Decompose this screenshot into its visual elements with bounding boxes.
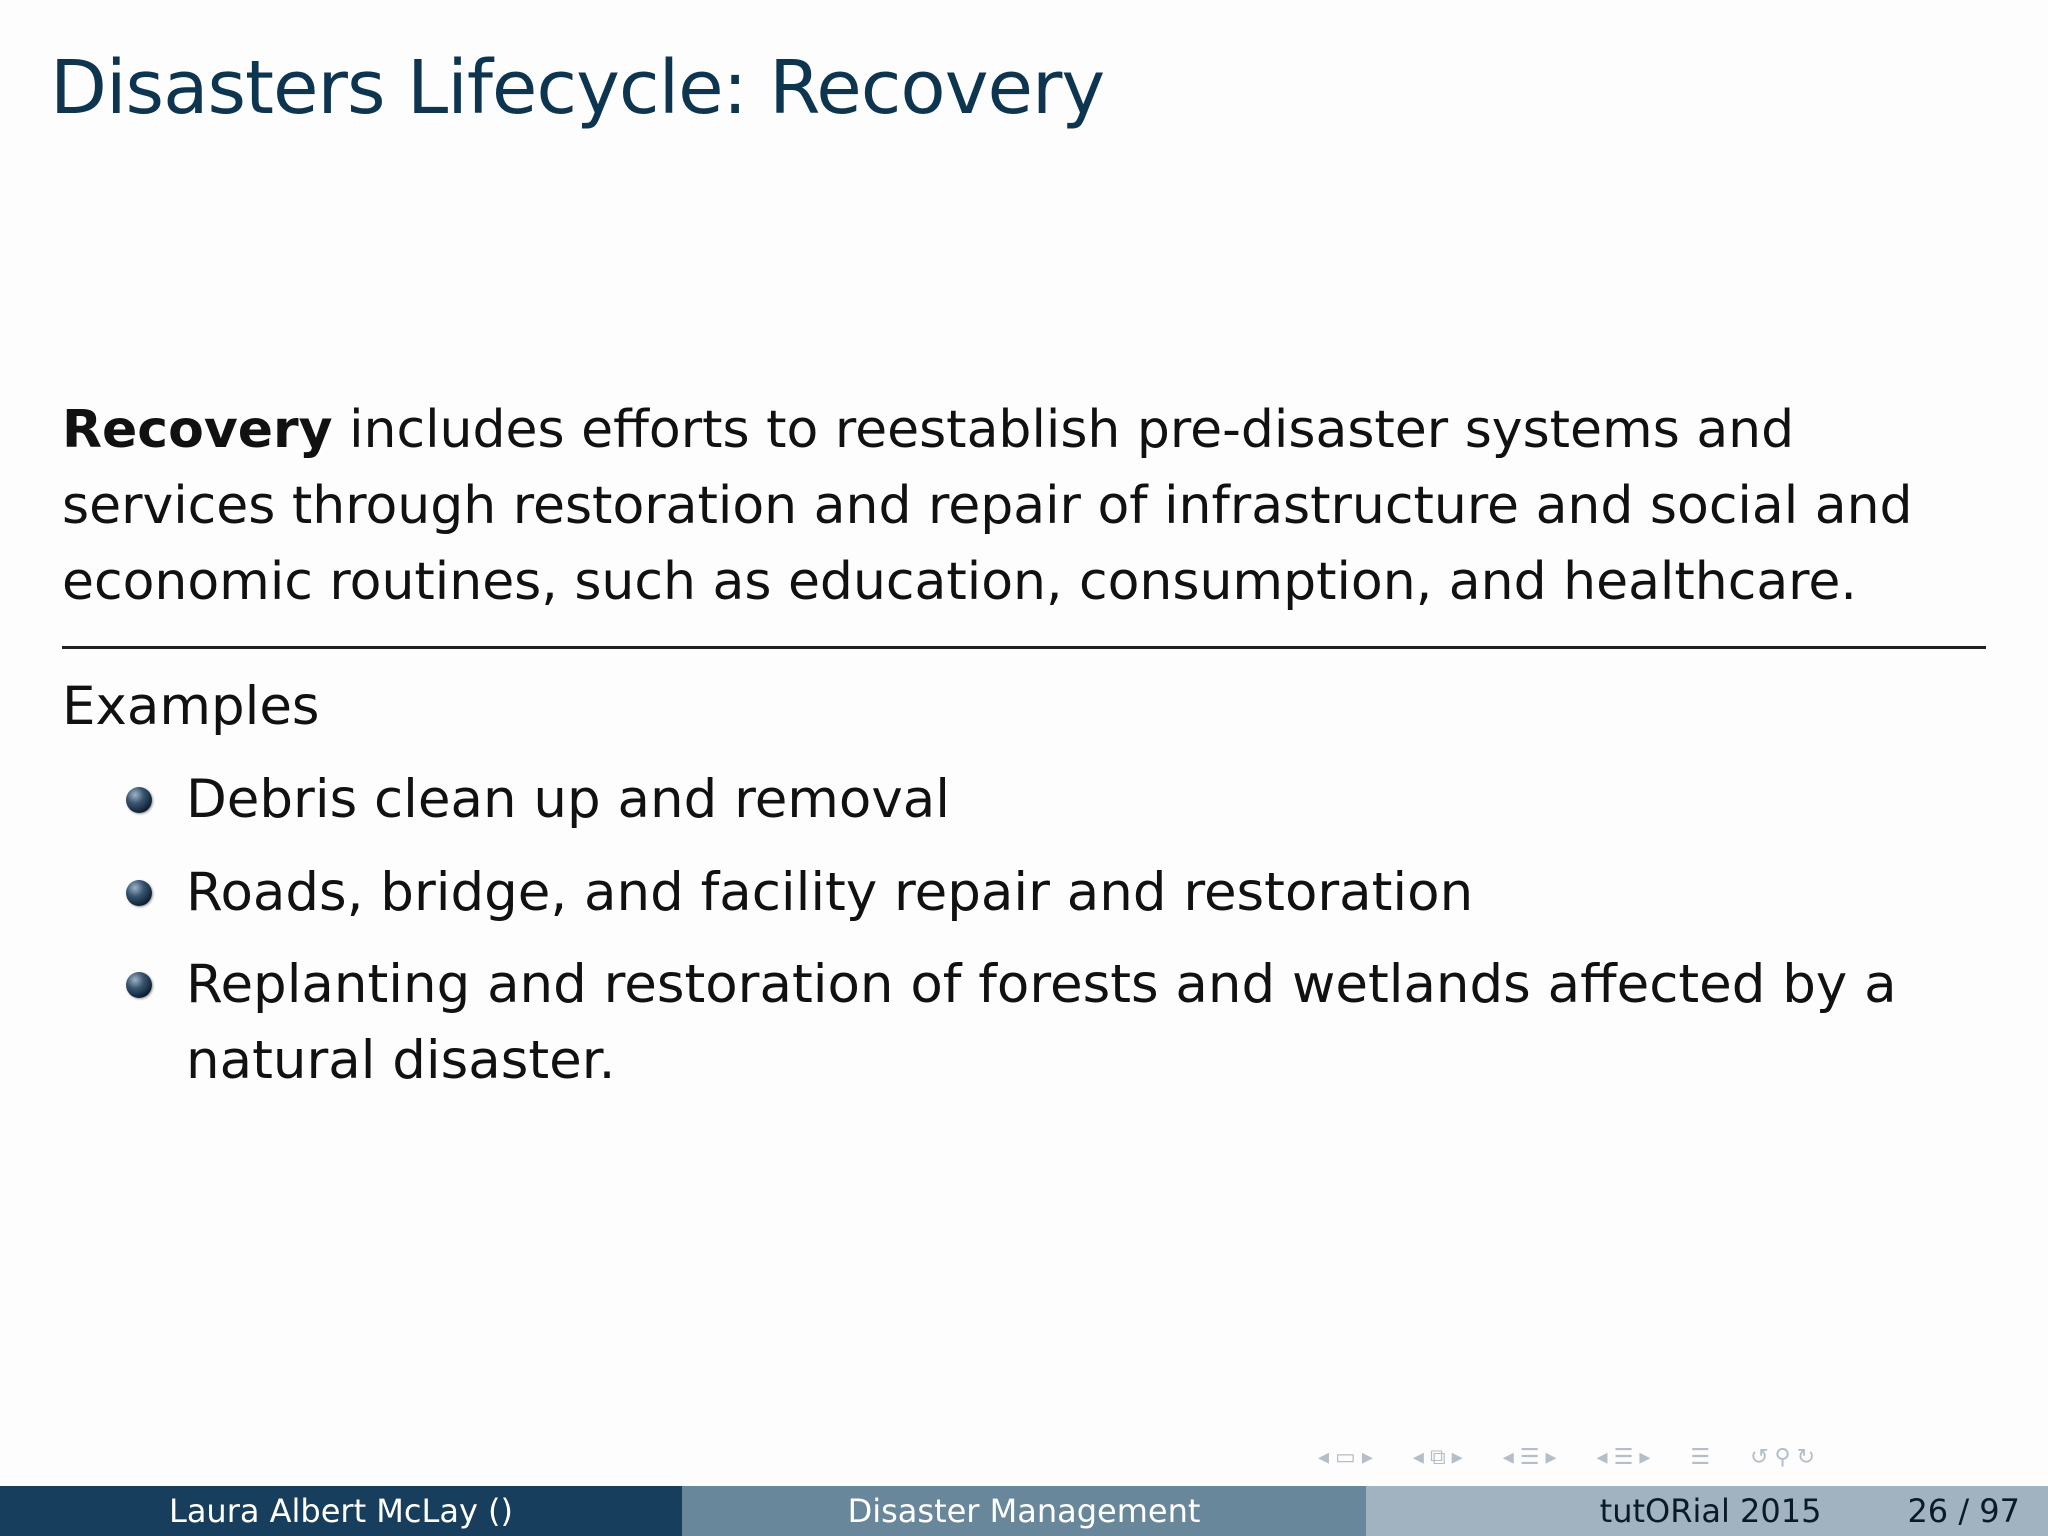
list-item: Debris clean up and removal [186,769,950,830]
subsection-icon[interactable]: ⧉ [1429,1444,1446,1470]
prev-arrow-icon[interactable]: ◂ [1596,1444,1608,1470]
conference-label: tutORial 2015 [1599,1492,1822,1530]
undo-icon[interactable]: ↺ [1750,1444,1769,1470]
definition-text: includes efforts to reestablish pre-disaster systems and services through restoration and repair of infrastructure and social and economic routines, such as education, consumption, and healthcare. [62,400,1913,612]
list-item: Replanting and restoration of forests and wetlands affected by a natural disaster. [186,954,1897,1091]
next-arrow-icon[interactable]: ▸ [1361,1444,1373,1470]
next-arrow-icon[interactable]: ▸ [1545,1444,1557,1470]
list-item: Roads, bridge, and facility repair and restoration [186,862,1474,923]
author-label: Laura Albert McLay () [168,1492,514,1530]
next-arrow-icon[interactable]: ▸ [1451,1444,1463,1470]
prev-arrow-icon[interactable]: ◂ [1412,1444,1424,1470]
next-arrow-icon[interactable]: ▸ [1639,1444,1651,1470]
footer-author [0,1486,682,1536]
definition-paragraph [62,392,1992,620]
toc-icon[interactable]: ☰ [1690,1444,1711,1470]
footer-info [1366,1486,2048,1536]
definition-term: Recovery [62,400,333,460]
examples-heading: Examples [62,676,320,737]
prev-arrow-icon[interactable]: ◂ [1502,1444,1514,1470]
page-number: 26 / 97 [1907,1492,2020,1530]
section-icon[interactable]: ☰ [1519,1444,1540,1470]
slide-title: Disasters Lifecycle: Recovery [50,45,1105,131]
short-title-label: Disaster Management [847,1492,1201,1530]
frame-icon[interactable]: ▭ [1335,1444,1356,1470]
bullet-icon [126,787,152,813]
redo-icon[interactable]: ↻ [1796,1444,1816,1470]
prev-arrow-icon[interactable]: ◂ [1318,1444,1330,1470]
separator-rule [62,646,1986,649]
presentation-icon[interactable]: ☰ [1613,1444,1634,1470]
footer-bar [0,1486,2048,1536]
bullet-icon [126,880,152,906]
beamer-navigation-bar [1318,1440,1815,1474]
search-icon[interactable]: ⚲ [1774,1444,1791,1470]
bullet-icon [126,972,152,998]
footer-short-title [682,1486,1366,1536]
